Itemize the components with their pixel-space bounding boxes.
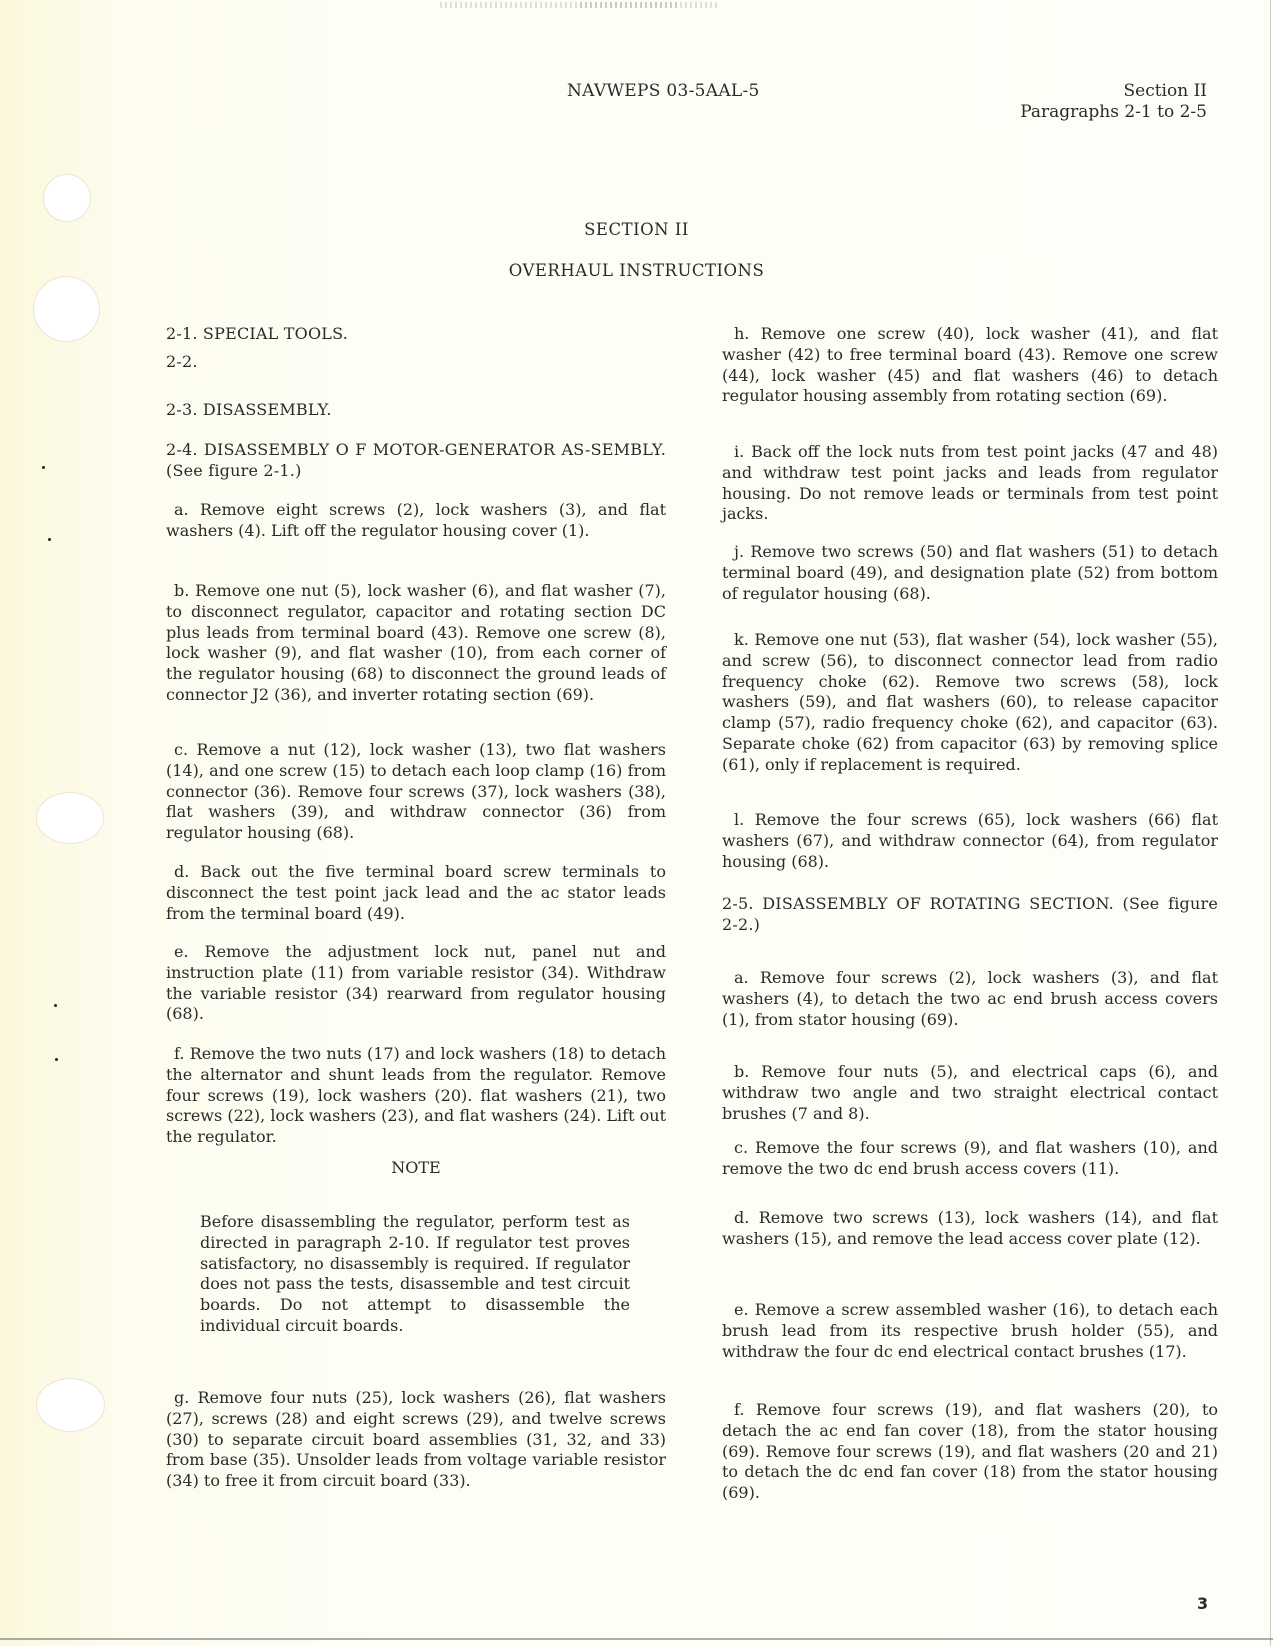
paragraph-2-2: 2-2. <box>166 352 198 371</box>
step-j: j. Remove two screws (50) and flat washers (51) to detach terminal board (49), and designation plate (52) from bottom of regulator housing (68). <box>722 542 1218 603</box>
punch-hole <box>43 174 91 222</box>
step-d: d. Back out the five terminal board screw terminals to disconnect the test point jack lead and the ac stator leads from the terminal board (49). <box>166 862 666 923</box>
step-l: l. Remove the four screws (65), lock washers (66) flat washers (67), and withdraw connector (64), from regulator housing (68). <box>722 810 1218 871</box>
scan-artifact <box>580 2 720 8</box>
page-edge <box>1270 0 1271 1646</box>
rotating-step-d: d. Remove two screws (13), lock washers (14), and flat washers (15), and remove the lead access cover plate (12). <box>722 1208 1218 1248</box>
step-i: i. Back off the lock nuts from test point jacks (47 and 48) and withdraw test point jacks and leads from regulator housing. Do not remove leads or terminals from test point jacks. <box>722 442 1218 524</box>
rotating-step-a: a. Remove four screws (2), lock washers (3), and flat washers (4), to detach the two ac end brush access covers (1), from stator housing (69). <box>722 968 1218 1029</box>
rotating-step-b: b. Remove four nuts (5), and electrical caps (6), and withdraw two angle and two straight electrical contact brushes (7 and 8). <box>722 1062 1218 1123</box>
rotating-step-f: f. Remove four screws (19), and flat washers (20), to detach the ac end fan cover (18), from the stator housing (69). Remove four screws (19), and flat washers (20 and 21) to detach the dc end fan cover (18) from the stator housing (69). <box>722 1400 1218 1503</box>
paragraph-2-4: 2-4. DISASSEMBLY O F MOTOR-GENERATOR AS-SEMBLY. (See figure 2-1.) <box>166 440 666 480</box>
running-header <box>1020 81 1207 123</box>
rotating-step-c: c. Remove the four screws (9), and flat washers (10), and remove the two dc end brush access covers (11). <box>722 1138 1218 1178</box>
step-a: a. Remove eight screws (2), lock washers (3), and flat washers (4). Lift off the regulator housing cover (1). <box>166 500 666 540</box>
step-h: h. Remove one screw (40), lock washer (41), and flat washer (42) to free terminal board (43). Remove one screw (44), lock washer (45) and flat washers (46) to detach regulator housing assembly from rotating section (69). <box>722 324 1218 406</box>
scan-dot <box>42 466 45 469</box>
scan-dot <box>54 1004 57 1007</box>
paragraph-2-1: 2-1. SPECIAL TOOLS. <box>166 324 348 343</box>
step-f: f. Remove the two nuts (17) and lock washers (18) to detach the alternator and shunt leads from the regulator. Remove four screws (19), lock washers (20). flat washers (21), two screws (22), lock washers (23), and flat washers (24). Lift out the regulator. <box>166 1044 666 1147</box>
rotating-step-e: e. Remove a screw assembled washer (16), to detach each brush lead from its respective brush holder (55), and withdraw the four dc end electrical contact brushes (17). <box>722 1300 1218 1361</box>
punch-hole <box>33 276 100 342</box>
scan-dot <box>55 1058 58 1061</box>
step-k: k. Remove one nut (53), flat washer (54), lock washer (55), and screw (56), to disconnect connector lead from radio frequency choke (62). Remove two screws (58), lock washers (59), and flat washers (60), to release capacitor clamp (57), radio frequency choke (62), and capacitor (63). Separate choke (62) from capacitor (63) by removing splice (61), only if replacement is required. <box>722 630 1218 774</box>
step-e: e. Remove the adjustment lock nut, panel nut and instruction plate (11) from variable resistor (34). Withdraw the variable resistor (34) rearward from regulator housing (68). <box>166 942 666 1024</box>
step-b: b. Remove one nut (5), lock washer (6), and flat washer (7), to disconnect regulator, capacitor and rotating section DC plus leads from terminal board (43). Remove one screw (8), lock washer (9), and flat washer (10), from each corner of the regulator housing (68) to disconnect the ground leads of connector J2 (36), and inverter rotating section (69). <box>166 581 666 704</box>
section-label: Section II <box>1123 81 1207 101</box>
punch-hole <box>36 792 104 844</box>
paragraph-2-5: 2-5. DISASSEMBLY OF ROTATING SECTION. (See figure 2-2.) <box>722 894 1218 934</box>
page-bottom-edge <box>0 1638 1273 1640</box>
scan-dot <box>48 538 51 541</box>
step-g: g. Remove four nuts (25), lock washers (26), flat washers (27), screws (28) and eight screws (29), and twelve screws (30) to separate circuit board assemblies (31, 32, and 33) from base (35). Unsolder leads from voltage variable resistor (34) to free it from circuit board (33). <box>166 1388 666 1491</box>
step-c: c. Remove a nut (12), lock washer (13), two flat washers (14), and one screw (15) to detach each loop clamp (16) from connector (36). Remove four screws (37), lock washers (38), flat washers (39), and withdraw connector (36) from regulator housing (68). <box>166 740 666 843</box>
page-number: 3 <box>1197 1594 1209 1613</box>
note-title: NOTE <box>391 1158 441 1177</box>
note-body: Before disassembling the regulator, perform test as directed in paragraph 2-10. If regulator test proves satisfactory, no disassembly is required. If regulator does not pass the tests, disassemble and test circuit boards. Do not attempt to disassemble the individual circuit boards. <box>200 1212 630 1335</box>
paragraph-2-3: 2-3. DISASSEMBLY. <box>166 400 332 419</box>
punch-hole <box>36 1378 105 1432</box>
document-id: NAVWEPS 03-5AAL-5 <box>567 81 760 101</box>
section-title: SECTION II <box>584 220 689 239</box>
paragraph-range: Paragraphs 2-1 to 2-5 <box>1020 102 1207 122</box>
section-subtitle: OVERHAUL INSTRUCTIONS <box>508 261 765 280</box>
